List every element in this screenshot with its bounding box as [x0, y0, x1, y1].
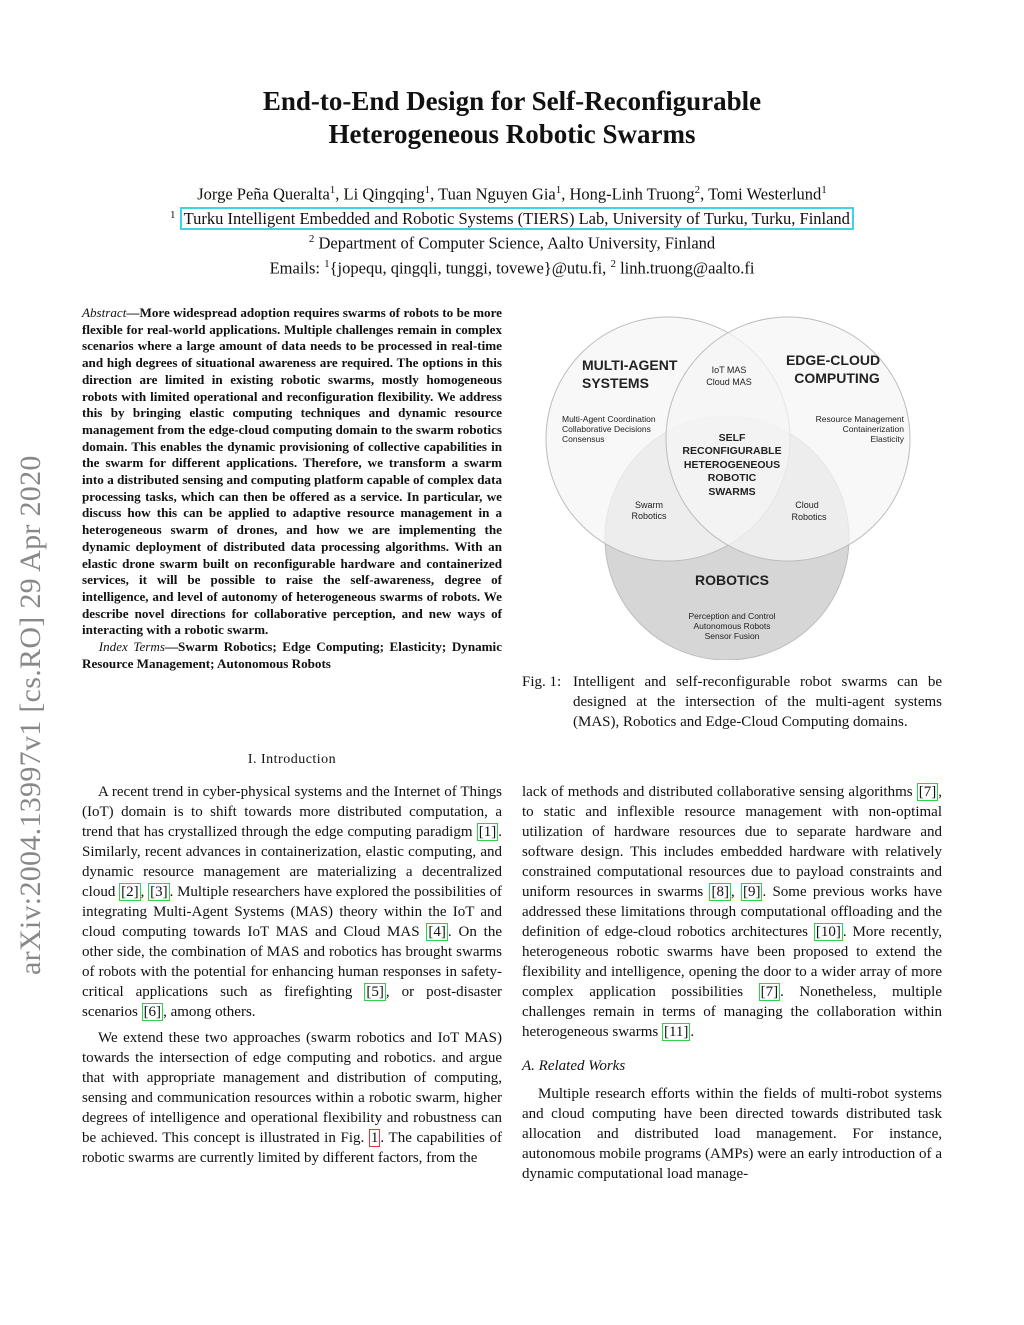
- citation-link[interactable]: [6]: [143, 1004, 162, 1020]
- related-works-paragraph: Multiple research efforts within the fields of multi-robot systems and cloud computing have been directed towards distributed task allocation and distributed load management. For instance, autonomous mobile programs (AMPs) were an early introduction of a dynamic computational load manage-: [522, 1086, 942, 1182]
- citation-link[interactable]: [2]: [121, 884, 139, 900]
- center-label: SWARMS: [708, 486, 756, 498]
- text-run: . Nonetheless, multiple challenges remain in terms of managing the collaboration within heterogeneous swarms: [522, 984, 943, 1040]
- edge-title-1: EDGE-CLOUD: [785, 352, 881, 368]
- affil-marker: 2: [308, 233, 315, 245]
- mas-item: Multi-Agent Coordination: [562, 414, 656, 424]
- edge-title-2: COMPUTING: [794, 370, 880, 386]
- author-name: Tuan Nguyen Gia: [438, 184, 556, 204]
- affil-marker: 1: [555, 184, 562, 196]
- index-terms-label: Index Terms: [98, 639, 165, 655]
- title-line-2: Heterogeneous Robotic Swarms: [328, 119, 696, 149]
- affil-marker: 1: [324, 257, 330, 270]
- figure-caption-text: Intelligent and self-reconfigurable robot swarms can be designed at the intersection of the multi-agent systems (MAS), Robotics and Edge-Cloud Computing domains.: [573, 674, 942, 730]
- affiliation-2: [0, 229, 1024, 254]
- emails: [0, 254, 1024, 279]
- citation-link[interactable]: [7]: [918, 784, 937, 800]
- text-run: .: [690, 1024, 695, 1040]
- title-line-1: End-to-End Design for Self-Reconfigurable: [262, 86, 762, 116]
- mas-item: Consensus: [562, 434, 605, 444]
- text-run: , or post-disaster scenarios: [82, 984, 502, 1020]
- index-terms-text: —Swarm Robotics; Edge Computing; Elasticity; Dynamic Resource Management; Autonomous Robots: [82, 639, 503, 671]
- text-run: , among others.: [163, 1004, 256, 1020]
- affiliation-1: [0, 205, 1024, 230]
- arxiv-identifier: arXiv:2004.13997v1 [cs.RO] 29 Apr 2020: [14, 455, 47, 975]
- robotics-title: ROBOTICS: [695, 572, 769, 588]
- citation-link[interactable]: [9]: [742, 884, 761, 900]
- abstract: [82, 305, 502, 672]
- right-column-body: [522, 782, 942, 1190]
- cloud-robotics-label: Robotics: [791, 512, 827, 522]
- edge-item: Elasticity: [870, 434, 904, 444]
- citation-link[interactable]: [8]: [711, 884, 729, 900]
- text-run: . On the other side, the combination of MAS and robotics has brought swarms of robots with the potential for enhancing human responses in safety-critical applications such as firefighting: [82, 924, 502, 1000]
- robotics-item: Autonomous Robots: [693, 621, 771, 631]
- abstract-label: Abstract: [82, 305, 127, 320]
- swarm-robotics-label: Swarm: [634, 500, 664, 510]
- citation-link[interactable]: [1]: [478, 824, 497, 840]
- citation-link[interactable]: [4]: [428, 924, 446, 940]
- emails-group-2: linh.truong@aalto.fi: [620, 258, 755, 277]
- affil-marker: 1: [424, 184, 431, 196]
- intro-paragraph-3: lack of methods and distributed collaborative sensing algorithms [7] , to static and inflexible resource management with non-optimal utilization of hardware resources due to separate hardware and software design. This includes embedded hardware with relatively constrained computational resources due to payload constraints and uniform resources in swarms [8] , [9] . Some previous works have addressed these limitations through computational offloading and the definition of edge-cloud robotics architectures [10] . More recently, heterogeneous robotic swarms have been proposed to extend the flexibility and intelligence, opening the door to a wider array of more complex application possibilities [7] . Nonetheless, multiple challenges remain in terms of managing the collaboration within heterogeneous swarms [11] .: [522, 784, 943, 1040]
- intro-paragraph-1: A recent trend in cyber-physical systems and the Internet of Things (IoT) domain is to shift towards more distributed computation, a trend that has crystallized through the edge computing paradigm [1] . Similarly, recent advances in containerization, elastic computing, and dynamic resource management are materializing a decentralized cloud [2] , [3] . Multiple researchers have explored the possibilities of integrating Multi-Agent Systems (MAS) theory within the IoT and cloud computing towards IoT MAS and Cloud MAS [4] . On the other side, the combination of MAS and robotics has brought swarms of robots with the potential for enhancing human responses in safety-critical applications such as firefighting [5] , or post-disaster scenarios [6] , among others.: [82, 784, 503, 1020]
- affiliation-1-link[interactable]: Turku Intelligent Embedded and Robotic Systems (TIERS) Lab, University of Turku, Turku, Finland: [180, 207, 854, 230]
- robotics-item: Perception and Control: [688, 611, 776, 621]
- text-run: . The capabilities of robotic swarms are currently limited by different factors, from the: [82, 1130, 502, 1166]
- figure-caption-label: Fig. 1:: [522, 674, 562, 690]
- author-name: Hong-Linh Truong: [569, 184, 695, 204]
- affiliation-2-text: Department of Computer Science, Aalto University, Finland: [318, 233, 716, 253]
- citation-link[interactable]: [11]: [663, 1024, 689, 1040]
- citation-link[interactable]: [3]: [150, 884, 168, 900]
- text-run: , to static and inflexible resource management with non-optimal utilization of hardware resources due to separate hardware and software design. This includes embedded hardware with relatively constrained computational resources due to payload constraints and uniform resources in swarms: [522, 784, 942, 900]
- text-run: A recent trend in cyber-physical systems and the Internet of Things (IoT) domain is to shift towards more distributed computation, a trend that has crystallized through the edge computing paradigm: [82, 784, 502, 840]
- text-run: We extend these two approaches (swarm robotics and IoT MAS) towards the intersection of edge computing and robotics. and argue that with appropriate management and distribution of computing, sensing and communication resources within a robotic swarm, higher degrees of intelligence and operational flexibility and robustness can be achieved. This concept is illustrated in Fig.: [82, 1030, 502, 1146]
- left-column-body: [82, 782, 502, 1174]
- figure-caption: [522, 672, 942, 732]
- text-run: . Similarly, recent advances in containerization, elastic computing, and dynamic resource management are materializing a decentralized cloud: [82, 824, 502, 900]
- author-name: Tomi Westerlund: [708, 184, 822, 204]
- text-run: . More recently, heterogeneous robotic swarms have been proposed to extend the flexibility and intelligence, opening the door to a wider array of more complex application possibilities: [522, 924, 942, 1000]
- paper-title: [0, 85, 1024, 151]
- edge-item: Containerization: [842, 424, 904, 434]
- citation-link[interactable]: [5]: [366, 984, 384, 1000]
- mas-item: Collaborative Decisions: [562, 424, 651, 434]
- author-name: Li Qingqing: [343, 184, 425, 204]
- cloud-robotics-label: Cloud: [795, 500, 819, 510]
- affil-marker: 1: [821, 184, 827, 196]
- affil-marker: 1: [170, 208, 176, 221]
- author-name: Jorge Peña Queralta: [197, 184, 330, 204]
- affil-marker: 1: [329, 184, 336, 196]
- citation-link[interactable]: [7]: [760, 984, 779, 1000]
- figure-reference-link[interactable]: 1: [370, 1130, 379, 1146]
- text-run: . Some previous works have addressed these limitations through computational offloading and the definition of edge-cloud robotics architectures: [522, 884, 942, 940]
- emails-label: Emails:: [269, 258, 320, 277]
- subsection-heading-related-works: A. Related Works: [522, 1058, 626, 1074]
- mas-title-2: SYSTEMS: [582, 375, 649, 391]
- author-names: Jorge Peña Queralta$^1$, Li Qingqing$^1$, Tuan Nguyen Gia$^1$, Hong-Linh Truong$^2$, Tomi Westerlund$^1$: [197, 184, 827, 204]
- iot-mas-label: IoT MAS: [711, 365, 747, 375]
- citation-link[interactable]: [10]: [815, 924, 841, 940]
- author-block: [0, 180, 1024, 278]
- swarm-robotics-label: Robotics: [631, 511, 667, 521]
- affil-marker: 2: [610, 257, 616, 270]
- affil-marker: 2: [694, 184, 701, 196]
- abstract-text: —More widespread adoption requires swarms of robots to be more flexible for real-world applications. Multiple challenges remain in complex scenarios where a large amount of data needs to be processed in real-time and high degrees of situational awareness are required. The options in this direction are limited in existing robotic swarms, mostly homogeneous robots with limited operational and reconfiguration flexibility. We address this by bringing elastic computing techniques and dynamic resource management from the edge-cloud computing domain to the swarm robotics domain. This enables the dynamic provisioning of collective capabilities in the swarm for different applications. Therefore, we transform a swarm into a distributed sensing and computing platform capable of complex data processing tasks, which can then be offered as a service. In particular, we discuss how this can be applied to adaptive resource management in a heterogeneous swarm of drones, and how we are implementing the dynamic deployment of distributed data processing algorithms. With an elastic drone swarm built on reconfigurable hardware and containerized services, it will be possible to raise the self-awareness, degree of intelligence, and level of autonomy of heterogeneous swarms of robots. We describe novel directions for collaborative perception, and new ways of interacting with a robotic swarm.: [82, 305, 502, 638]
- emails-group-1: {jopequ, qingqli, tunggi, tovewe}@utu.fi,: [329, 258, 607, 277]
- venn-diagram: [540, 300, 920, 660]
- section-heading-introduction: I. Introduction: [247, 752, 337, 767]
- mas-title-1: MULTI-AGENT: [582, 357, 678, 373]
- center-label: SELF: [718, 432, 746, 444]
- robotics-item: Sensor Fusion: [704, 631, 760, 641]
- text-run: . Multiple researchers have explored the possibilities of integrating Multi-Agent Systems (MAS) theory within the IoT and cloud computing towards IoT MAS and Cloud MAS: [82, 884, 503, 940]
- cloud-mas-label: Cloud MAS: [706, 377, 752, 387]
- intro-paragraph-2: [82, 1028, 502, 1168]
- edge-item: Resource Management: [815, 414, 904, 424]
- text-run: lack of methods and distributed collaborative sensing algorithms: [522, 784, 917, 800]
- center-label: ROBOTIC: [707, 472, 757, 484]
- center-label: HETEROGENEOUS: [683, 459, 781, 471]
- center-label: RECONFIGURABLE: [682, 445, 782, 457]
